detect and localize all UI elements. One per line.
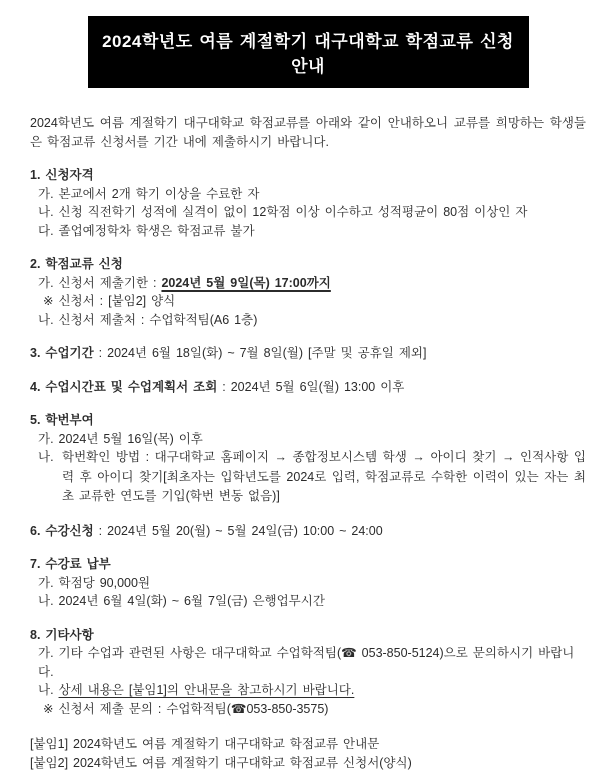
section-7-item-na: 나. 2024년 6월 4일(화) ~ 6월 7일(금) 은행업무시간 xyxy=(30,592,586,611)
attachment-2: [붙임2] 2024학년도 여름 계절학기 대구대학교 학점교류 신청서(양식) xyxy=(30,754,586,772)
section-8-item-na-prefix: 나. xyxy=(38,683,59,697)
section-8-item-na xyxy=(30,681,586,700)
section-2-note: ※ 신청서 : [붙임2] 양식 xyxy=(30,292,586,311)
section-2-item-ga xyxy=(30,274,586,293)
section-8-item-na-underlined: 상세 내용은 [붙임1]의 안내문을 참고하시기 바랍니다. xyxy=(59,683,355,697)
section-3-class-period xyxy=(30,344,586,363)
section-2-item-na: 나. 신청서 제출처 : 수업학적팀(A6 1층) xyxy=(30,311,586,330)
section-1-eligibility xyxy=(30,166,586,240)
section-1-item-na: 나. 신청 직전학기 성적에 실격이 없이 12학점 이상 이수하고 성적평균이 80점 이상인 자 xyxy=(30,203,586,222)
section-7-tuition-payment xyxy=(30,555,586,611)
section-8-note: ※ 신청서 제출 문의 : 수업학적팀(☎053-850-3575) xyxy=(30,700,586,719)
section-4-text: : 2024년 5월 6일(월) 13:00 이후 xyxy=(217,380,404,394)
section-8-item-ga: 가. 기타 수업과 관련된 사항은 대구대학교 수업학적팀(☎ 053-850-5124)으로 문의하시기 바랍니다. xyxy=(30,644,586,681)
section-1-item-da: 다. 졸업예정학차 학생은 학점교류 불가 xyxy=(30,222,586,241)
section-7-title: 7. 수강료 납부 xyxy=(30,555,586,574)
attachment-1: [붙임1] 2024학년도 여름 계절학기 대구대학교 학점교류 안내문 xyxy=(30,735,586,754)
section-8-other-notes xyxy=(30,626,586,719)
section-5-item-na xyxy=(30,448,586,507)
section-5-student-id xyxy=(30,411,586,507)
section-6-course-registration xyxy=(30,522,586,541)
section-8-title: 8. 기타사항 xyxy=(30,626,586,645)
attachments-list xyxy=(30,735,586,772)
section-5-item-ga: 가. 2024년 5월 16일(목) 이후 xyxy=(30,430,586,449)
section-3-title: 3. 수업기간 xyxy=(30,346,94,360)
section-5-title: 5. 학번부여 xyxy=(30,411,586,430)
section-5-item-na-label: 나. xyxy=(38,448,62,507)
deadline-value: 2024년 5월 9일(목) 17:00까지 xyxy=(161,276,330,290)
section-4-timetable-lookup xyxy=(30,378,586,397)
section-7-item-ga: 가. 학점당 90,000원 xyxy=(30,574,586,593)
section-4-title: 4. 수업시간표 및 수업계획서 조회 xyxy=(30,380,217,394)
document-title-banner xyxy=(88,16,529,88)
section-1-item-ga: 가. 본교에서 2개 학기 이상을 수료한 자 xyxy=(30,185,586,204)
section-1-title: 1. 신청자격 xyxy=(30,166,586,185)
section-6-title: 6. 수강신청 xyxy=(30,524,94,538)
intro-paragraph: 2024학년도 여름 계절학기 대구대학교 학점교류를 아래와 같이 안내하오니 교류를 희망하는 학생들은 학점교류 신청서를 기간 내에 제출하시기 바랍니다. xyxy=(30,114,586,151)
section-2-application xyxy=(30,255,586,329)
section-5-item-na-text: 학번확인 방법 : 대구대학교 홈페이지 → 종합정보시스템 학생 → 아이디 찾기 → 인적사항 입력 후 아이디 찾기[최초자는 입학년도를 2024로 입력, 학점교류로 수학한 이력이 있는 자는 최초 교류한 연도를 기입(학번 변동 없음)] xyxy=(62,448,586,507)
document-title: 2024학년도 여름 계절학기 대구대학교 학점교류 신청 안내 xyxy=(102,32,514,76)
section-3-text: : 2024년 6월 18일(화) ~ 7월 8일(월) [주말 및 공휴일 제외] xyxy=(94,346,427,360)
section-6-text: : 2024년 5월 20(월) ~ 5월 24일(금) 10:00 ~ 24:00 xyxy=(94,524,383,538)
deadline-label: 가. 신청서 제출기한 : xyxy=(38,276,161,290)
section-2-title: 2. 학점교류 신청 xyxy=(30,255,586,274)
